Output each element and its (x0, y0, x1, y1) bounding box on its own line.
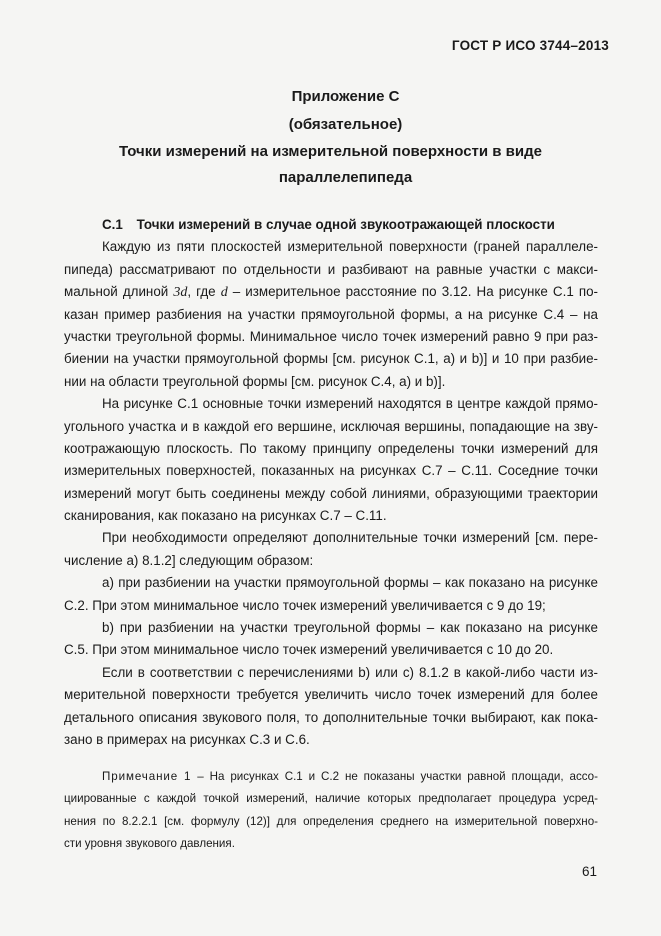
text-fragment: – измерительное расстояние по 3.12. На рисунке С.1 по- (227, 284, 598, 300)
note-label: Примечание (102, 770, 179, 783)
paragraph-3-line: числение а) 8.1.2] следующим образом: (64, 552, 314, 568)
note-line (64, 766, 598, 788)
math-variable: 3d (173, 285, 188, 301)
paragraph-6-line: зано в примерах на рисунках С.3 и С.6. (64, 731, 310, 747)
paragraph-6-line: детального описания звукового поля, то дополнительные точки выбирают, как пока- (64, 709, 598, 725)
paragraph-2-line: На рисунке С.1 основные точки измерений находятся в центре каждой прямо- (102, 396, 598, 412)
paragraph-2-line: измерительных поверхностей, показанных на рисунках С.7 – С.11. Соседние точки (64, 463, 598, 479)
section-title: Точки измерений в случае одной звукоотражающей плоскости (136, 217, 555, 232)
appendix-status: (обязательное) (288, 116, 403, 133)
appendix-heading-line2: параллелепипеда (278, 169, 413, 186)
paragraph-1-line (64, 281, 598, 303)
list-item-a-line: а) при разбиении на участки прямоугольной формы – как показано на рисунке (102, 575, 598, 591)
paragraph-1-line: участки треугольной формы. Минимальное число точек измерений равно 9 при раз- (64, 328, 598, 344)
paragraph-1-line: пипеда) рассматривают по отдельности и разбивают на равные участки с макси- (64, 261, 598, 277)
text-fragment: , где (187, 284, 221, 300)
paragraph-6-line: Если в соответствии с перечислениями b) или с) 8.1.2 в какой-либо части из- (102, 664, 598, 680)
note-block (64, 766, 598, 856)
paragraph-3-line: При необходимости определяют дополнительные точки измерений [см. пере- (102, 530, 598, 546)
main-text (64, 214, 598, 751)
page-number: 61 (581, 864, 597, 879)
appendix-title: Приложение С (291, 88, 400, 105)
list-item-b-line: b) при разбиении на участки треугольной формы – как показано на рисунке (102, 620, 598, 636)
paragraph-1-line: казан пример разбиения на участки прямоугольной формы, а на рисунке С.4 – на (64, 306, 598, 322)
appendix-heading-line1: Точки измерений на измерительной поверхности в виде (119, 143, 542, 160)
paragraph-2-line: коотражающую плоскость. По такому принципу определены точки измерений для (64, 440, 598, 456)
math-variable: d (220, 285, 228, 301)
note-number: 1 (184, 770, 192, 783)
section-number: С.1 (102, 217, 123, 232)
note-line: циированные с каждой точкой измерений, наличие которых предполагает процедура усред- (64, 792, 598, 806)
list-item-b-line: С.5. При этом минимальное число точек измерений увеличивается с 10 до 20. (64, 642, 554, 658)
note-line: нения по 8.2.2.1 [см. формулу (12)] для определения среднего на измерительной поверхно- (64, 814, 598, 828)
paragraph-1-line: нии на области треугольной формы [см. рисунок С.4, а) и b)]. (64, 373, 446, 389)
paragraph-2-line: измерений могут быть соединены между собой линиями, образующими траектории (64, 485, 598, 501)
text-fragment: – На рисунках С.1 и С.2 не показаны участки равной площади, ассо- (191, 770, 598, 783)
list-item-a-line: С.2. При этом минимальное число точек измерений увеличивается с 9 до 19; (64, 597, 546, 613)
paragraph-6-line: мерительной поверхности требуется увеличить число точек измерений для более (64, 687, 598, 703)
paragraph-1-line: Каждую из пяти плоскостей измерительной поверхности (граней параллеле- (102, 239, 598, 255)
standard-header: ГОСТ Р ИСО 3744–2013 (451, 38, 609, 53)
paragraph-2-line: угольного участка и в каждой его вершине, исключая вершины, попадающие на зву- (64, 418, 598, 434)
paragraph-1-line: биении на участки прямоугольной формы [см. рисунок С.1, а) и b)] и 10 при разбие- (64, 351, 599, 367)
section-heading (64, 214, 598, 236)
note-line: сти уровня звукового давления. (64, 837, 235, 851)
paragraph-2-line: сканирования, как показано на рисунках С.7 – С.11. (64, 508, 387, 524)
text-fragment: мальной длиной (64, 284, 174, 300)
